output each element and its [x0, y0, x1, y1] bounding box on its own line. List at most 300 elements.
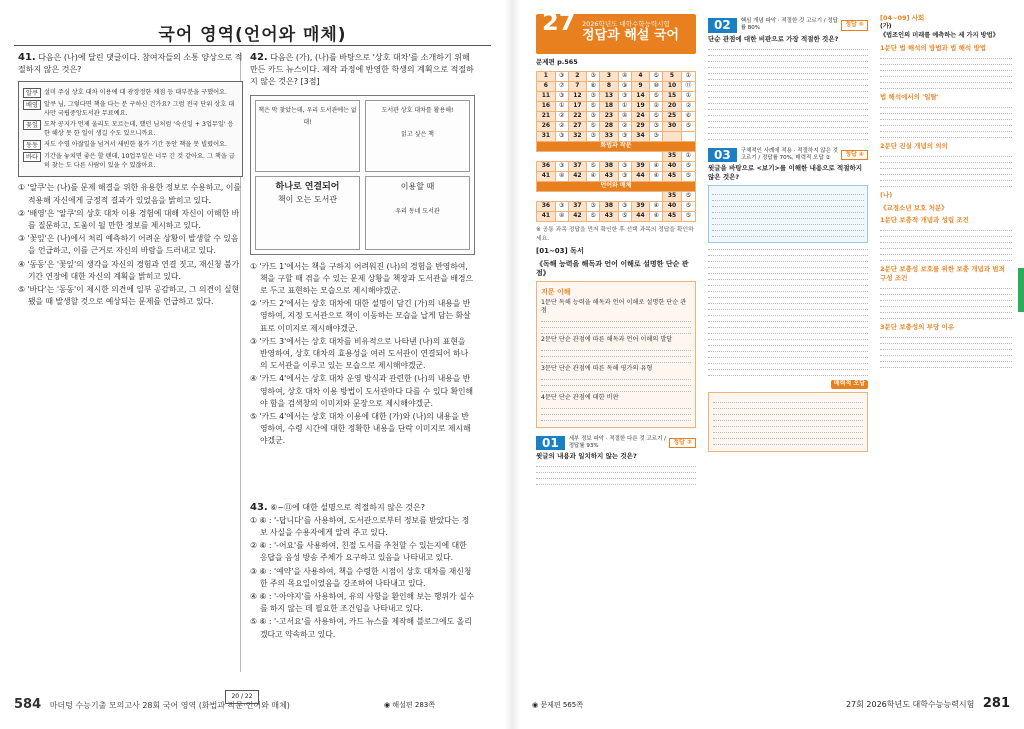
title-rule	[14, 45, 491, 46]
question-title: 단순 관점에 대한 비판으로 가장 적절한 것은?	[708, 34, 839, 43]
question-no-cell: 15	[663, 91, 682, 101]
answer-cell: ②	[681, 101, 695, 111]
left-page	[0, 0, 505, 729]
text-line	[880, 128, 1012, 132]
answer-cell: ②	[555, 111, 568, 121]
answer-cell: ③	[618, 91, 631, 101]
right-footer-left: ◉ 문제편 565쪽	[532, 701, 583, 709]
summary-heading: 2문단 보충성 보호를 위한 보충 개념과 범죄 구성 조건	[880, 265, 1005, 282]
answer-cell: ③	[618, 161, 631, 171]
answer-cell: ④	[618, 71, 631, 81]
question-no-cell: 38	[600, 201, 619, 211]
question-text: 다음은 (가), (나)를 바탕으로 '상호 대차'를 소개하기 위해 만든 카드 뉴스이다. 제작 과정에 반영한 학생의 계획으로 적절하지 않은 것은? [3점]	[250, 53, 474, 87]
answer-cell: ⑩	[650, 81, 663, 91]
answer-badge: 정답 ④	[841, 150, 868, 161]
comment-text: 저도 수영 아잖일을 넘겨서 새빈한 불가 기간 동안 책을 못 빌렸어요.	[43, 141, 227, 149]
answer-cell: ⑤	[650, 91, 663, 101]
answer-cell: ③	[555, 91, 568, 101]
answer-cell: ①	[681, 151, 695, 161]
empty-cell	[600, 191, 619, 201]
answer-row	[537, 121, 696, 131]
commenter-tag: 배영	[23, 100, 41, 110]
question-no-cell: 45	[663, 211, 682, 221]
question-no-cell: 37	[568, 161, 587, 171]
answer-row	[537, 91, 696, 101]
commenter-tag: 동동	[23, 140, 41, 150]
card-3-caption: 하나로 연결되어	[275, 181, 340, 192]
text-line	[713, 417, 863, 421]
comment-text: 기간을 놓치면 좋은 할 텐데, 10업무일은 너무 긴 것 같아요. 그 책을 급히 찾는 도 다른 사람이 있을 수 있잖아요.	[43, 153, 235, 170]
text-line	[541, 388, 691, 392]
text-line	[880, 153, 1012, 157]
text-line	[713, 441, 863, 445]
text-line	[880, 309, 1012, 313]
answer-cell: ⑤	[681, 211, 695, 221]
question-no-cell: 5	[663, 71, 682, 81]
answer-cell: ③	[587, 111, 600, 121]
question-no-cell: 2	[568, 71, 587, 81]
text-line	[708, 46, 868, 50]
comment-text: 설미 주심 상호 대차 이용에 대 광장정한 채점 등 대부분을 구했어요.	[43, 89, 227, 97]
answer-banner	[536, 8, 696, 54]
question-no-cell: 41	[537, 171, 556, 181]
answer-cell: ⑤	[587, 121, 600, 131]
text-line	[541, 417, 691, 421]
answer-cell: ④	[618, 111, 631, 121]
text-line	[708, 94, 868, 98]
answer-cell: ⑤	[681, 171, 695, 181]
question-text: ⑥~⑪에 대한 설명으로 적절하지 않은 것은?	[270, 502, 425, 512]
page-counter: 20 / 22	[225, 690, 259, 704]
answer-row	[537, 101, 696, 111]
answer-cell: ②	[618, 121, 631, 131]
text-line	[708, 288, 868, 292]
summary-heading: 1문단 법 해석의 방법과 법 해석 방법	[880, 44, 987, 53]
round-number: 27	[542, 8, 576, 36]
answer-cell: ③	[618, 131, 631, 141]
answer-row	[537, 131, 696, 141]
answer-cell: ③	[650, 131, 663, 141]
question-no-cell: 1	[537, 71, 556, 81]
empty-cell	[568, 191, 587, 201]
question-no-cell: 38	[600, 161, 619, 171]
answer-cell: ①	[681, 91, 695, 101]
text-line	[712, 233, 864, 237]
comment-row	[23, 152, 238, 170]
text-line	[541, 382, 691, 386]
question-no-cell: 35	[663, 151, 682, 161]
text-line	[880, 239, 1012, 243]
question-no-cell: 43	[600, 171, 619, 181]
text-line	[708, 324, 868, 328]
answer-cell: ⑤	[587, 161, 600, 171]
answer-cell: ③	[555, 131, 568, 141]
answer-cell: ④	[555, 211, 568, 221]
card-1	[255, 100, 360, 172]
card-4-sub: 우리 동네 도서관	[395, 208, 440, 216]
question-no-cell: 31	[537, 131, 556, 141]
comment-row	[23, 140, 238, 150]
section-heading: [01~03] 독서	[536, 247, 584, 256]
passage-column	[880, 14, 1012, 370]
card-1-text: 책은 막 찾았는데, 우리 도서관에는 없대!	[258, 106, 357, 126]
answer-row	[537, 181, 696, 191]
text-line	[712, 221, 864, 225]
answer-choice: ⑤ '카드 4'에서는 상호 대차 이용에 대한 (가)와 (나)의 내용을 반영하여, 수령 시간에 대한 정확한 내용을 단락 이미지로 제시해야겠군.	[250, 412, 471, 446]
text-line	[541, 324, 691, 328]
text-line	[708, 258, 868, 262]
commenter-tag: 알쿠	[23, 88, 41, 98]
summary-heading: 4문단 단순 관점에 대한 비판	[541, 393, 619, 401]
text-line	[708, 124, 868, 128]
text-line	[708, 372, 868, 376]
text-line	[541, 330, 691, 334]
answer-cell: ④	[650, 201, 663, 211]
answer-cell: ③	[555, 161, 568, 171]
text-line	[708, 330, 868, 334]
text-line	[880, 165, 1012, 169]
question-no-cell: 27	[568, 121, 587, 131]
comment-row	[23, 88, 238, 98]
question-no-cell: 24	[631, 111, 650, 121]
passage-summary	[536, 281, 696, 428]
answer-cell: ①	[555, 101, 568, 111]
answer-choice: ③ '카드 3'에서는 상호 대차를 비유적으로 나타낸 (나)의 표현을 반영하여, 상호 대차의 효용성을 여러 도서관이 연결되어 하나의 도서관을 이루고 있는 모습으로 제시해야겠군.	[250, 336, 469, 371]
text-line	[880, 183, 1012, 187]
question-meta: 구체적인 사례에 적용 · 적절하지 않은 것 고르기 / 정답률 70%, 매력적 오답 ②	[740, 147, 838, 161]
text-line	[880, 340, 1012, 344]
answer-row	[537, 111, 696, 121]
text-line	[880, 358, 1012, 362]
passage-title: 《법조인의 미래를 예측하는 세 가지 방법》	[880, 31, 999, 39]
empty-cell	[618, 191, 631, 201]
text-line	[880, 110, 1012, 114]
section-tab	[1018, 268, 1024, 312]
summary-heading: 3문단 단순 관점에 따른 독해 평가의 유형	[541, 364, 653, 372]
answer-cell: ③	[618, 201, 631, 211]
answer-choice: ④ '동동'은 '꽃잎'의 생각을 자신의 경험과 연결 짓고, 재신청 불가 기간 연장에 대한 자신의 계획을 밝히고 있다.	[18, 259, 240, 281]
text-line	[713, 405, 863, 409]
passage-summary	[880, 44, 1012, 367]
empty-cell	[537, 191, 556, 201]
wrong-answer-badge-wrap	[708, 380, 868, 389]
question-no-cell	[663, 131, 682, 141]
question-no-cell: 11	[537, 91, 556, 101]
answer-cell: ③	[618, 171, 631, 181]
text-line	[708, 100, 868, 104]
text-line	[880, 116, 1012, 120]
question-41	[18, 52, 243, 76]
summary-heading: 법 해석에서의 '일탈'	[880, 93, 939, 102]
text-line	[708, 294, 868, 298]
answer-cell: ③	[555, 201, 568, 211]
card-2-text: 도서관 상호 대차를 활용해!	[381, 106, 454, 114]
answer-row	[537, 71, 696, 81]
text-line	[880, 315, 1012, 319]
text-line	[541, 411, 691, 415]
text-line	[713, 411, 863, 415]
question-02-bar	[708, 18, 868, 33]
answer-cell: ⑤	[681, 191, 695, 201]
choice-list	[250, 261, 475, 448]
answer-row	[537, 191, 696, 201]
text-line	[712, 227, 864, 231]
answer-cell: ③	[587, 201, 600, 211]
empty-cell	[555, 191, 568, 201]
question-number: 41.	[18, 52, 36, 63]
answer-cell: ④	[650, 161, 663, 171]
answer-cell: ⑥	[681, 111, 695, 121]
choice-list	[250, 515, 475, 641]
answer-choice: ① ⑥ : '-답니다'를 사용하여, 도서관으로부터 정보를 받았다는 정보 사실을 수용자에게 알려 주고 있다.	[250, 515, 470, 538]
question-no-cell: 20	[663, 101, 682, 111]
question-no-cell: 41	[537, 211, 556, 221]
question-no-cell: 6	[537, 81, 556, 91]
text-line	[708, 130, 868, 134]
question-no-cell: 37	[568, 201, 587, 211]
answer-choice: ③ ⑥ : '예약'을 사용하여, 책을 수령한 시점이 상호 대차를 재신청 한 주의 목요일이었음을 강조하여 나타내고 있다.	[250, 566, 472, 588]
footer-text: 마더텅 수능기출 모의고사 28회 국어 영역 (화법과 작문·언어와 매체)	[49, 701, 290, 710]
card-2-sub: 읽고 싶은 책	[401, 131, 434, 139]
text-line	[880, 291, 1012, 295]
text-line	[880, 303, 1012, 307]
explanation-text	[708, 46, 868, 140]
text-line	[708, 306, 868, 310]
footer-ref: ◉ 해설편 283쪽	[384, 701, 435, 709]
text-line	[541, 347, 691, 351]
text-line	[708, 70, 868, 74]
page-title: 국어 영역(언어와 매체)	[158, 25, 347, 45]
answer-cell: ⑤	[681, 121, 695, 131]
text-line	[536, 463, 696, 467]
text-line	[708, 76, 868, 80]
text-line	[880, 334, 1012, 338]
summary-heading: 2문단 진실 개념의 의의	[880, 141, 948, 150]
text-line	[708, 348, 868, 352]
question-no-cell: 44	[631, 171, 650, 181]
explanation-column	[708, 14, 868, 455]
text-line	[708, 276, 868, 280]
text-line	[712, 203, 864, 207]
answer-table	[536, 71, 696, 222]
answer-cell: ⑤	[587, 211, 600, 221]
card-3-sub: 책이 오는 도서관	[277, 194, 338, 204]
wrong-answer-box	[708, 392, 868, 452]
answer-column	[536, 8, 696, 487]
text-line	[536, 475, 696, 479]
text-line	[880, 122, 1012, 126]
question-no-cell: 36	[537, 201, 556, 211]
text-line	[880, 85, 1012, 89]
question-no-cell: 40	[663, 161, 682, 171]
passage-label: (가)	[880, 22, 892, 30]
text-line	[880, 171, 1012, 175]
text-line	[712, 209, 864, 213]
question-no-cell: 14	[631, 91, 650, 101]
text-line	[541, 405, 691, 409]
footer-text: 27회 2026학년도 대학수능능력시험	[845, 700, 975, 709]
text-line	[708, 264, 868, 268]
empty-cell	[537, 151, 556, 161]
question-no-cell: 8	[600, 81, 619, 91]
answer-choice: ② '배영'은 '알쿠'의 상호 대차 이용 경험에 대해 자신이 이해한 바를 질문하고, 도움이 될 만한 정보를 제시하고 있다.	[18, 208, 240, 231]
question-no-cell: 42	[568, 211, 587, 221]
answer-cell: ⑪	[681, 81, 695, 91]
explanation-text	[708, 246, 868, 376]
question-no-cell: 21	[537, 111, 556, 121]
text-line	[880, 79, 1012, 83]
example-box	[708, 185, 868, 243]
text-line	[880, 364, 1012, 368]
answer-cell: ⑤	[587, 101, 600, 111]
card-4-caption: 이용할 때	[400, 181, 435, 191]
question-03-bar	[708, 148, 868, 163]
answer-cell: ③	[587, 91, 600, 101]
text-line	[708, 336, 868, 340]
question-no-cell: 3	[600, 71, 619, 81]
question-no-cell: 44	[631, 211, 650, 221]
card-3	[255, 176, 360, 250]
text-line	[708, 82, 868, 86]
commenter-tag: 꽃잎	[23, 120, 41, 130]
summary-heading: 지문 이해	[541, 287, 571, 296]
text-line	[708, 270, 868, 274]
summary-heading: 《교정소년 보호 처분》	[880, 203, 948, 212]
question-no-cell: 17	[568, 101, 587, 111]
empty-cell	[555, 151, 568, 161]
question-no-cell: 10	[663, 81, 682, 91]
question-text: 다음은 (나)에 달린 댓글이다. 참여자들의 소통 양상으로 적절하지 않은 것은?	[18, 53, 243, 75]
empty-cell	[650, 151, 663, 161]
text-line	[708, 360, 868, 364]
answer-cell: ⑤	[650, 71, 663, 81]
text-line	[708, 136, 868, 140]
section-title: 《독해 능력을 해독과 언어 이해로 설명한 단순 관점》	[536, 260, 689, 277]
question-no-cell: 7	[568, 81, 587, 91]
question-no-cell: 40	[663, 201, 682, 211]
question-no-cell: 12	[568, 91, 587, 101]
answer-cell: ④	[555, 171, 568, 181]
empty-cell	[618, 151, 631, 161]
answer-cell: ④	[587, 171, 600, 181]
text-line	[712, 197, 864, 201]
text-line	[708, 64, 868, 68]
answer-cell: ⑦	[555, 81, 568, 91]
question-no-cell: 35	[663, 191, 682, 201]
text-line	[541, 353, 691, 357]
question-43	[250, 502, 475, 514]
book-gutter	[505, 0, 520, 729]
question-number: 01	[536, 436, 565, 451]
text-line	[713, 429, 863, 433]
answer-choice: ⑤ ⑥ : '-고서요'를 사용하여, 카드 뉴스를 제작해 블로그에도 올리겠다고 약속하고 있다.	[250, 617, 472, 639]
answer-choice: ① '카드 1'에서는 책을 구하지 어려워진 (나)의 경험을 반영하여, 책을 구할 때 겪을 수 있는 문제 상황을 책장과 도서관을 배경으로 두고 표현하는 모습으로 제시해야겠군.	[250, 261, 474, 296]
question-number: 42.	[250, 52, 268, 63]
text-line	[713, 435, 863, 439]
text-line	[880, 177, 1012, 181]
text-line	[708, 312, 868, 316]
answer-choice: ② ⑥ : '-어요'를 사용하여, 친절 도서를 추천할 수 있는지에 대한 응답을 음성 방송 주체가 요구하고 있음을 나타내고 있다.	[250, 541, 467, 563]
card-2	[365, 100, 470, 172]
question-no-cell: 39	[631, 161, 650, 171]
answer-choice: ② '카드 2'에서는 상호 대차에 대한 설명이 담긴 (가)의 내용을 반영하여, 지정 도서관으로 책이 이동하는 모습을 납게 담는 화살표로 이미지로 제시해야겠군.	[250, 299, 471, 333]
card-news-illustration	[250, 95, 475, 255]
question-meta: 핵심 개념 파악 · 적절한 것 고르기 / 정답률 80%	[740, 18, 838, 32]
text-line	[536, 481, 696, 485]
text-line	[880, 346, 1012, 350]
question-meta: 세부 정보 파악 · 적절한 다른 것 고르기 / 정답률 93%	[568, 435, 666, 449]
question-number: 43.	[250, 501, 268, 513]
text-line	[708, 246, 868, 250]
question-no-cell: 4	[631, 71, 650, 81]
answer-row	[537, 201, 696, 211]
wrong-answer-badge: 매력적 오답	[831, 380, 868, 389]
question-no-cell: 25	[663, 111, 682, 121]
question-number: 02	[708, 18, 737, 33]
answer-choice: ④ '카드 4'에서는 상호 대차 운영 방식과 관련한 (나)의 내용을 반영하여, 상호 대차 이용 방법이 도서관마다 다를 수 있다 확인해야 함을 검색창의 이미지와 문장으로 제시해야겠군.	[250, 374, 474, 408]
text-line	[880, 67, 1012, 71]
empty-cell	[631, 191, 650, 201]
empty-cell	[568, 151, 587, 161]
text-line	[880, 251, 1012, 255]
answer-cell: ⑤	[681, 161, 695, 171]
right-column	[250, 52, 475, 642]
text-line	[541, 376, 691, 380]
text-line	[880, 352, 1012, 356]
answer-cell: ③	[587, 131, 600, 141]
answer-cell: ③	[650, 121, 663, 131]
question-no-cell: 30	[663, 121, 682, 131]
answer-cell	[681, 131, 695, 141]
answer-badge: 정답 ⑤	[841, 20, 868, 31]
question-no-cell: 9	[631, 81, 650, 91]
answer-section: 화법과 작문	[537, 141, 696, 151]
question-no-cell: 33	[600, 131, 619, 141]
answer-choice: ① '알쿠'는 (나)를 문제 해결을 위한 유용한 정보로 수용하고, 이를 적용해 자신에게 긍정적 결과가 있었음을 밝히고 있다.	[18, 183, 241, 205]
answer-cell: ③	[587, 71, 600, 81]
question-no-cell: 29	[631, 121, 650, 131]
answer-cell: ⑤	[650, 111, 663, 121]
text-line	[708, 318, 868, 322]
text-line	[541, 318, 691, 322]
text-line	[880, 104, 1012, 108]
summary-heading: 2문단 단순 관점에 따른 해독과 언어 이해의 발달	[541, 336, 673, 344]
question-no-cell: 19	[631, 101, 650, 111]
text-line	[880, 55, 1012, 59]
answer-cell: ⑨	[618, 81, 631, 91]
question-no-cell: 34	[631, 131, 650, 141]
question-no-cell: 39	[631, 201, 650, 211]
question-title: 윗글을 바탕으로 <보기>를 이해한 내용으로 적절하지 않은 것은?	[708, 164, 863, 182]
question-no-cell: 42	[568, 171, 587, 181]
text-line	[708, 118, 868, 122]
text-line	[880, 159, 1012, 163]
text-line	[708, 58, 868, 62]
text-line	[713, 399, 863, 403]
text-line	[880, 134, 1012, 138]
answer-cell: ⑤	[681, 201, 695, 211]
answer-cell: ②	[650, 101, 663, 111]
right-page	[520, 0, 1024, 729]
answer-row	[537, 81, 696, 91]
question-no-cell: 22	[568, 111, 587, 121]
text-line	[880, 257, 1012, 261]
question-number: 03	[708, 148, 737, 163]
comment-text: 도착 공지가 언제 울리도 모르는데, 했던 님처럼 '숙신일 + 3업무일' 응한 해상 못 한 일이 생길 수도 있으니까요.	[43, 121, 234, 138]
answer-cell: ④	[650, 211, 663, 221]
text-line	[880, 285, 1012, 289]
answer-choice: ④ ⑥ : '-아야지'를 사용하여, 유의 사항을 환인해 보는 행위가 실수를 하지 않는 데 필요한 조건임을 나타내고 있다.	[250, 592, 475, 614]
